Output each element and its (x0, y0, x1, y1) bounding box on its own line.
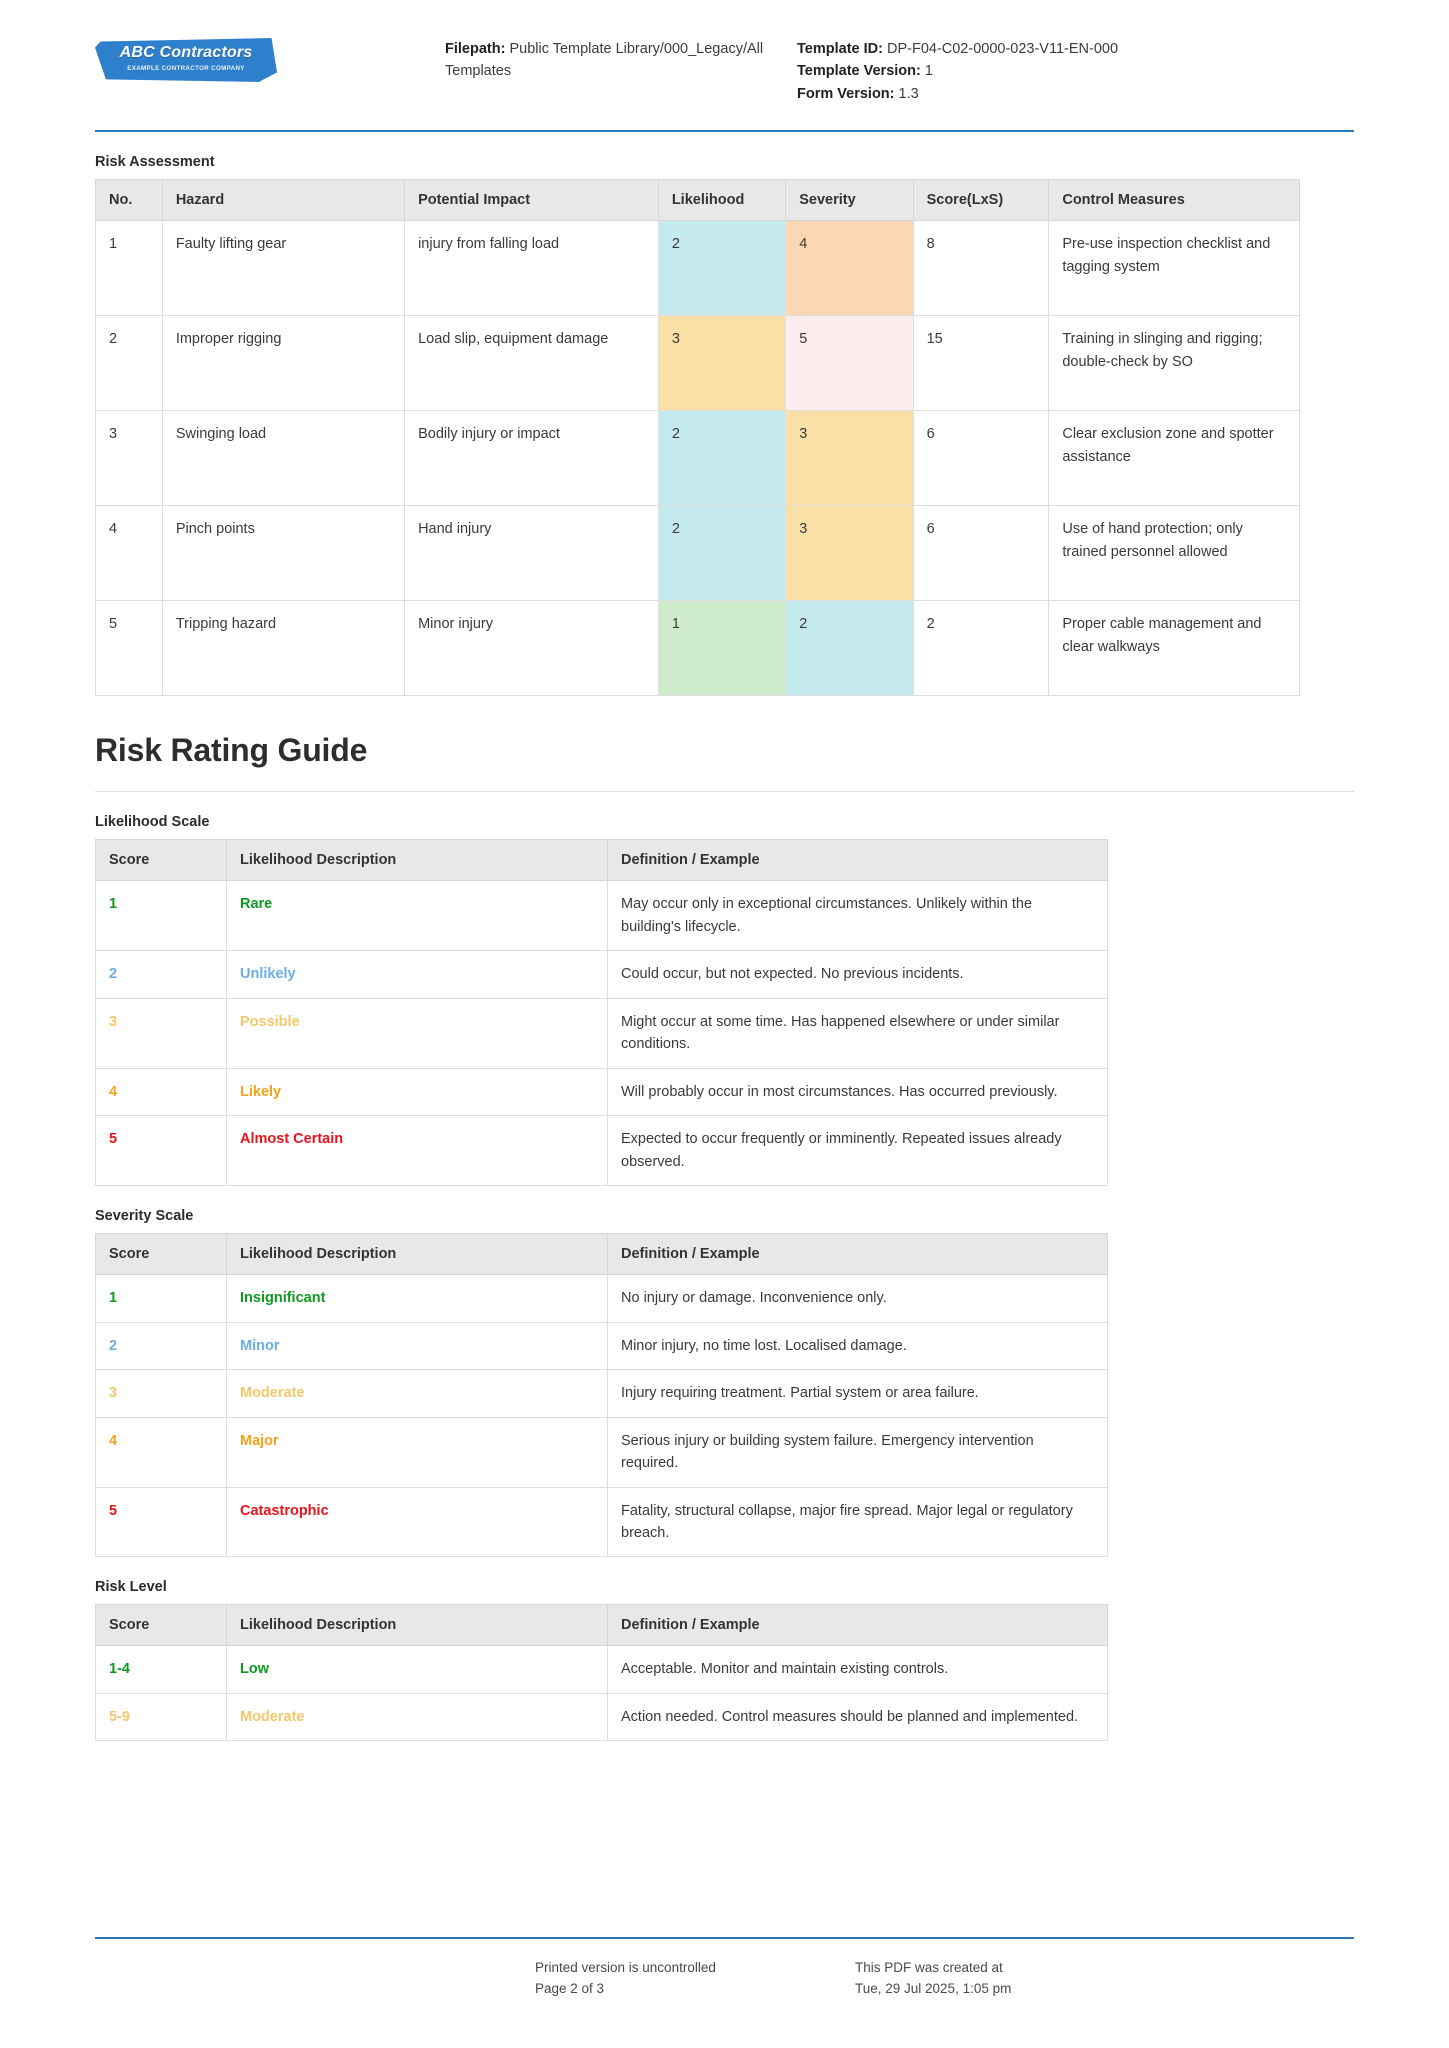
cell-description: Moderate (227, 1693, 608, 1740)
risk-rating-guide-title: Risk Rating Guide (95, 732, 368, 769)
risk-assessment-table (95, 179, 1300, 696)
logo-tagline: EXAMPLE CONTRACTOR COMPANY (127, 65, 245, 72)
table-row (96, 1693, 1108, 1740)
risk-level-table (95, 1604, 1108, 1741)
table-row (96, 1068, 1108, 1115)
cell-description: Possible (227, 998, 608, 1068)
col-score: Score (96, 840, 227, 881)
cell-hazard: Swinging load (162, 411, 404, 506)
cell-score: 1-4 (96, 1646, 227, 1693)
col-description: Likelihood Description (227, 1234, 608, 1275)
table-row (96, 1322, 1108, 1369)
cell-definition: No injury or damage. Inconvenience only. (608, 1275, 1108, 1322)
cell-score: 15 (913, 316, 1049, 411)
col-likelihood: Likelihood (658, 180, 785, 221)
page-footer (95, 1937, 1354, 2000)
template-id-label: Template ID: (797, 41, 883, 57)
cell-description: Rare (227, 881, 608, 951)
col-description: Likelihood Description (227, 840, 608, 881)
cell-definition: Acceptable. Monitor and maintain existing controls. (608, 1646, 1108, 1693)
cell-severity: 3 (786, 506, 913, 601)
filepath-value: Public Template Library/000_Legacy/All Templates (445, 41, 764, 80)
cell-score: 2 (913, 601, 1049, 696)
cell-score: 3 (96, 1370, 227, 1417)
col-definition: Definition / Example (608, 1234, 1108, 1275)
created-timestamp: Tue, 29 Jul 2025, 1:05 pm (855, 1981, 1012, 1997)
cell-description: Almost Certain (227, 1116, 608, 1186)
cell-no: 5 (96, 601, 163, 696)
col-severity: Severity (786, 180, 913, 221)
cell-definition: Injury requiring treatment. Partial system or area failure. (608, 1370, 1108, 1417)
cell-severity: 3 (786, 411, 913, 506)
cell-impact: Load slip, equipment damage (405, 316, 659, 411)
risk-level-title: Risk Level (95, 1579, 167, 1596)
cell-description: Catastrophic (227, 1487, 608, 1557)
logo-company-name: ABC Contractors (119, 44, 253, 61)
header-divider (95, 130, 1354, 132)
cell-likelihood: 1 (658, 601, 785, 696)
cell-description: Moderate (227, 1370, 608, 1417)
cell-hazard: Pinch points (162, 506, 404, 601)
table-row (96, 1116, 1108, 1186)
created-label: This PDF was created at (855, 1959, 1003, 1975)
cell-definition: Fatality, structural collapse, major fire spread. Major legal or regulatory breach. (608, 1487, 1108, 1557)
table-row (96, 601, 1300, 696)
table-header-row (96, 180, 1300, 221)
filepath-label: Filepath: (445, 41, 506, 57)
cell-severity: 2 (786, 601, 913, 696)
col-score: Score(LxS) (913, 180, 1049, 221)
cell-score: 2 (96, 1322, 227, 1369)
cell-no: 3 (96, 411, 163, 506)
cell-definition: Expected to occur frequently or imminently. Repeated issues already observed. (608, 1116, 1108, 1186)
table-row (96, 1275, 1108, 1322)
col-definition: Definition / Example (608, 1605, 1108, 1646)
table-row (96, 951, 1108, 998)
cell-impact: Hand injury (405, 506, 659, 601)
cell-score: 4 (96, 1417, 227, 1487)
cell-score: 2 (96, 951, 227, 998)
cell-control-measures: Use of hand protection; only trained personnel allowed (1049, 506, 1300, 601)
likelihood-scale-title: Likelihood Scale (95, 814, 210, 831)
form-version-row (797, 83, 1369, 105)
filepath-block (445, 30, 775, 83)
cell-definition: Will probably occur in most circumstances. Has occurred previously. (608, 1068, 1108, 1115)
cell-description: Minor (227, 1322, 608, 1369)
footer-created-note (855, 1957, 1354, 2000)
likelihood-scale-table (95, 839, 1108, 1186)
company-logo (95, 38, 277, 86)
cell-score: 6 (913, 411, 1049, 506)
cell-impact: injury from falling load (405, 221, 659, 316)
table-row (96, 998, 1108, 1068)
col-score: Score (96, 1605, 227, 1646)
table-row (96, 221, 1300, 316)
severity-scale-title: Severity Scale (95, 1208, 194, 1225)
table-row (96, 316, 1300, 411)
form-version-label: Form Version: (797, 85, 895, 102)
table-row (96, 881, 1108, 951)
cell-hazard: Tripping hazard (162, 601, 404, 696)
cell-definition: May occur only in exceptional circumstances. Unlikely within the building's lifecycle. (608, 881, 1108, 951)
cell-definition: Action needed. Control measures should be planned and implemented. (608, 1693, 1108, 1740)
table-row (96, 1487, 1108, 1557)
cell-control-measures: Training in slinging and rigging; double-check by SO (1049, 316, 1300, 411)
cell-hazard: Faulty lifting gear (162, 221, 404, 316)
cell-control-measures: Pre-use inspection checklist and tagging system (1049, 221, 1300, 316)
cell-score: 8 (913, 221, 1049, 316)
footer-left-spacer (95, 1957, 535, 2000)
uncontrolled-note: Printed version is uncontrolled (535, 1959, 716, 1975)
template-id-value: DP-F04-C02-0000-023-V11-EN-000 (886, 41, 1119, 57)
logo-cell (95, 30, 445, 91)
cell-definition: Serious injury or building system failure. Emergency intervention required. (608, 1417, 1108, 1487)
cell-severity: 5 (786, 316, 913, 411)
col-impact: Potential Impact (405, 180, 659, 221)
cell-likelihood: 2 (658, 221, 785, 316)
col-definition: Definition / Example (608, 840, 1108, 881)
cell-likelihood: 2 (658, 506, 785, 601)
table-header-row (96, 1605, 1108, 1646)
cell-definition: Might occur at some time. Has happened elsewhere or under similar conditions. (608, 998, 1108, 1068)
cell-score: 5-9 (96, 1693, 227, 1740)
cell-description: Likely (227, 1068, 608, 1115)
cell-description: Unlikely (227, 951, 608, 998)
table-row (96, 1646, 1108, 1693)
table-row (96, 506, 1300, 601)
cell-no: 4 (96, 506, 163, 601)
cell-score: 5 (96, 1116, 227, 1186)
table-row (96, 1370, 1108, 1417)
cell-hazard: Improper rigging (162, 316, 404, 411)
severity-scale-table (95, 1233, 1108, 1557)
template-version-label: Template Version: (797, 63, 921, 80)
cell-control-measures: Clear exclusion zone and spotter assistance (1049, 411, 1300, 506)
table-header-row (96, 840, 1108, 881)
template-version-value: 1 (924, 63, 933, 80)
cell-definition: Minor injury, no time lost. Localised damage. (608, 1322, 1108, 1369)
title-divider (95, 791, 1354, 792)
col-description: Likelihood Description (227, 1605, 608, 1646)
template-id-row (797, 38, 1369, 60)
col-no: No. (96, 180, 163, 221)
table-header-row (96, 1234, 1108, 1275)
cell-likelihood: 3 (658, 316, 785, 411)
cell-impact: Bodily injury or impact (405, 411, 659, 506)
cell-score: 1 (96, 881, 227, 951)
cell-description: Insignificant (227, 1275, 608, 1322)
template-meta-block (775, 30, 1369, 105)
table-row (96, 411, 1300, 506)
col-control-measures: Control Measures (1049, 180, 1300, 221)
footer-print-note (535, 1957, 855, 2000)
cell-definition: Could occur, but not expected. No previous incidents. (608, 951, 1108, 998)
page-header (0, 0, 1449, 105)
template-version-row (797, 60, 1369, 82)
form-version-value: 1.3 (898, 85, 919, 102)
col-hazard: Hazard (162, 180, 404, 221)
cell-no: 1 (96, 221, 163, 316)
cell-score: 5 (96, 1487, 227, 1557)
cell-score: 3 (96, 998, 227, 1068)
cell-control-measures: Proper cable management and clear walkways (1049, 601, 1300, 696)
cell-description: Low (227, 1646, 608, 1693)
cell-score: 1 (96, 1275, 227, 1322)
cell-no: 2 (96, 316, 163, 411)
cell-score: 4 (96, 1068, 227, 1115)
cell-description: Major (227, 1417, 608, 1487)
page-number: Page 2 of 3 (535, 1981, 605, 1997)
cell-likelihood: 2 (658, 411, 785, 506)
cell-impact: Minor injury (405, 601, 659, 696)
table-row (96, 1417, 1108, 1487)
cell-score: 6 (913, 506, 1049, 601)
cell-severity: 4 (786, 221, 913, 316)
page-body (0, 154, 1449, 1741)
col-score: Score (96, 1234, 227, 1275)
risk-assessment-title: Risk Assessment (95, 154, 215, 171)
